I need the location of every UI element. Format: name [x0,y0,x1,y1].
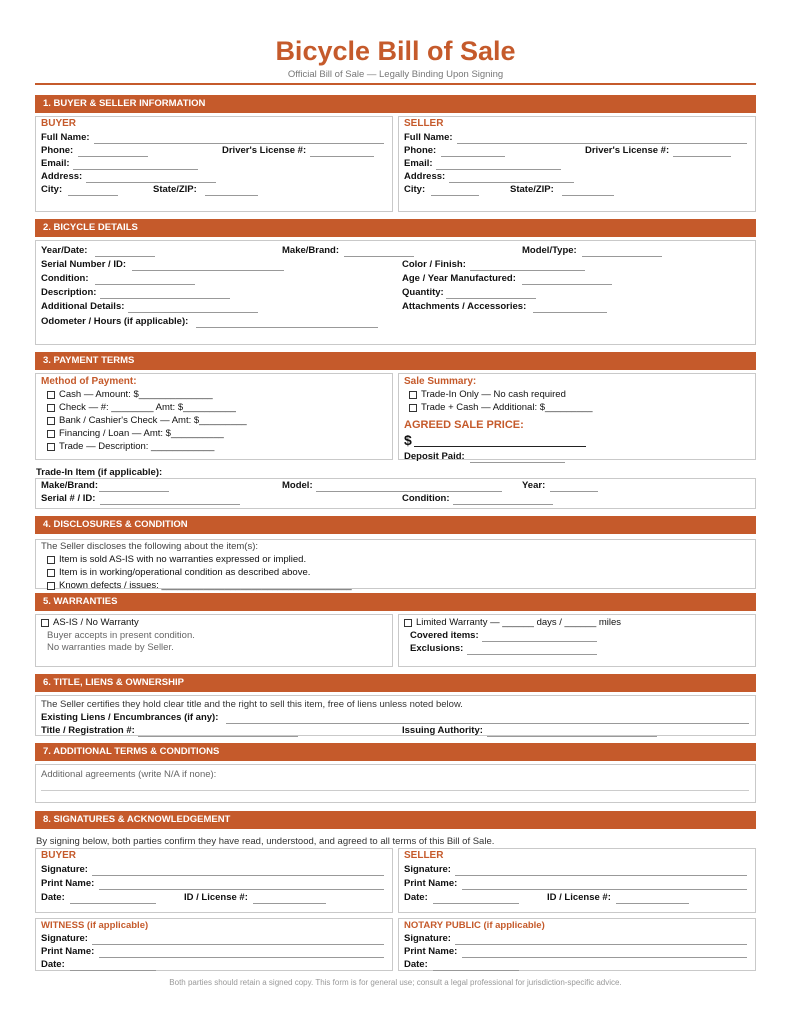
exclusions-label: Exclusions: [410,643,464,654]
description-field[interactable] [100,298,230,299]
title-registration-label: Title / Registration #: [41,725,135,736]
seller-full-name-field[interactable] [457,143,747,144]
section-5-header: 5. WARRANTIES [35,593,756,611]
witness-signature-label: Signature: [41,933,88,944]
notary-signature-label: Signature: [404,933,451,944]
witness-date-label: Date: [41,959,65,970]
quantity-label: Quantity: [402,287,444,298]
buyer-print-name-label: Print Name: [41,878,95,889]
working-condition-checkbox[interactable] [47,569,55,577]
year-date-field[interactable] [95,256,155,257]
bank-check-checkbox[interactable] [47,417,55,425]
sig-buyer-heading: BUYER [41,850,77,861]
cash-option-label: Cash — Amount: $______________ [59,389,213,400]
trade-option-label: Trade — Description: ____________ [59,441,215,452]
seller-date-label: Date: [404,892,428,903]
year-date-label: Year/Date: [41,245,88,256]
buyer-state-zip-field[interactable] [205,195,258,196]
title-divider [35,83,756,85]
buyer-license-label: Driver's License #: [222,145,307,156]
dollar-sign: $ [404,432,412,448]
notary-print-name-label: Print Name: [404,946,458,957]
limited-warranty-checkbox[interactable] [404,619,412,627]
signatures-intro: By signing below, both parties confirm they have read, understood, and agreed to all terms of this Bill of Sale. [36,836,495,847]
buyer-heading: BUYER [41,118,77,129]
disclosures-intro: The Seller discloses the following about the item(s): [41,541,259,552]
tradein-make-field[interactable] [99,491,169,492]
buyer-license-field[interactable] [310,156,374,157]
section-7-header: 7. ADDITIONAL TERMS & CONDITIONS [35,743,756,761]
buyer-full-name-field[interactable] [94,143,384,144]
financing-checkbox[interactable] [47,430,55,438]
seller-full-name-label: Full Name: [404,132,453,143]
working-condition-disclosure: Item is in working/operational condition as described above. [59,567,311,578]
trade-plus-cash-label: Trade + Cash — Additional: $_________ [421,402,593,413]
buyer-address-field[interactable] [86,182,216,183]
buyer-city-label: City: [41,184,63,195]
known-defects-checkbox[interactable] [47,582,55,590]
seller-license-label: Driver's License #: [585,145,670,156]
buyer-email-label: Email: [41,158,70,169]
covered-items-label: Covered items: [410,630,479,641]
trade-checkbox[interactable] [47,443,55,451]
tradein-condition-label: Condition: [402,493,450,504]
section-2-header: 2. BICYCLE DETAILS [35,219,756,237]
issuing-authority-label: Issuing Authority: [402,725,483,736]
age-year-label: Age / Year Manufactured: [402,273,516,284]
buyer-state-zip-label: State/ZIP: [153,184,197,195]
additional-terms-field[interactable] [41,790,749,791]
seller-phone-label: Phone: [404,145,437,156]
seller-info-box [398,116,756,212]
seller-state-zip-field[interactable] [562,195,614,196]
liens-field[interactable] [226,723,749,724]
additional-details-label: Additional Details: [41,301,125,312]
financing-option-label: Financing / Loan — Amt: $__________ [59,428,224,439]
as-is-note-2: No warranties made by Seller. [47,642,174,653]
page-title: Bicycle Bill of Sale [275,36,516,66]
witness-heading: WITNESS (if applicable) [41,920,149,931]
buyer-phone-field[interactable] [78,156,148,157]
seller-email-field[interactable] [436,169,561,170]
title-registration-field[interactable] [138,736,298,737]
liens-label: Existing Liens / Encumbrances (if any): [41,712,219,723]
buyer-full-name-label: Full Name: [41,132,90,143]
witness-print-name-label: Print Name: [41,946,95,957]
sale-summary-heading: Sale Summary: [404,376,477,387]
buyer-info-box [35,116,393,212]
additional-details-field[interactable] [128,312,258,313]
sig-seller-heading: SELLER [404,850,444,861]
deposit-field[interactable] [470,462,565,463]
make-brand-label: Make/Brand: [282,245,340,256]
agreed-price-field[interactable] [414,446,586,447]
tradein-model-field[interactable] [316,491,502,492]
seller-id-label: ID / License #: [547,892,611,903]
buyer-date-field[interactable] [70,903,156,904]
deposit-label: Deposit Paid: [404,451,465,462]
tradein-make-label: Make/Brand: [41,480,99,491]
model-type-label: Model/Type: [522,245,577,256]
tradein-serial-field[interactable] [100,504,240,505]
as-is-warranty-label: AS-IS / No Warranty [53,617,139,628]
attachments-field[interactable] [533,312,607,313]
tradein-serial-label: Serial # / ID: [41,493,96,504]
condition-field[interactable] [95,284,195,285]
seller-id-field[interactable] [616,903,689,904]
buyer-email-field[interactable] [73,169,198,170]
buyer-city-field[interactable] [68,195,118,196]
trade-in-only-checkbox[interactable] [409,391,417,399]
seller-license-field[interactable] [673,156,731,157]
footer-note: Both parties should retain a signed copy. This form is for general use; consult a legal professional for jurisdiction-specific advice. [169,978,622,987]
seller-city-field[interactable] [431,195,479,196]
section-6-header: 6. TITLE, LIENS & OWNERSHIP [35,674,756,692]
notary-date-label: Date: [404,959,428,970]
notary-heading: NOTARY PUBLIC (if applicable) [404,920,545,931]
odometer-field[interactable] [196,327,378,328]
tradein-model-label: Model: [282,480,313,491]
color-finish-field[interactable] [470,270,585,271]
issuing-authority-field[interactable] [487,736,657,737]
serial-number-field[interactable] [132,270,284,271]
buyer-id-field[interactable] [253,903,326,904]
bank-check-option-label: Bank / Cashier's Check — Amt: $_________ [59,415,247,426]
color-finish-label: Color / Finish: [402,259,466,270]
exclusions-field[interactable] [467,654,597,655]
condition-label: Condition: [41,273,89,284]
check-option-label: Check — #: ________ Amt: $__________ [59,402,236,413]
age-year-field[interactable] [522,284,612,285]
witness-date-field[interactable] [70,970,156,971]
seller-address-label: Address: [404,171,446,182]
tradein-year-label: Year: [522,480,546,491]
section-3-header: 3. PAYMENT TERMS [35,352,756,370]
additional-terms-note: Additional agreements (write N/A if none): [41,769,217,780]
tradein-condition-field[interactable] [453,504,553,505]
attachments-label: Attachments / Accessories: [402,301,527,312]
seller-signature-label: Signature: [404,864,451,875]
buyer-signature-field[interactable] [92,875,384,876]
seller-city-label: City: [404,184,426,195]
known-defects-disclosure: Known defects / issues: ____________________________________ [59,580,352,591]
model-type-field[interactable] [582,256,662,257]
buyer-address-label: Address: [41,171,83,182]
serial-number-label: Serial Number / ID: [41,259,126,270]
seller-signature-field[interactable] [455,875,747,876]
make-brand-field[interactable] [344,256,414,257]
as-is-note-1: Buyer accepts in present condition. [47,630,195,641]
as-is-disclosure: Item is sold AS-IS with no warranties expressed or implied. [59,554,307,565]
section-1-header: 1. BUYER & SELLER INFORMATION [35,95,756,113]
tradein-heading: Trade-In Item (if applicable): [36,467,163,478]
buyer-date-label: Date: [41,892,65,903]
seller-date-field[interactable] [433,903,519,904]
seller-print-name-field[interactable] [462,889,747,890]
limited-warranty-label: Limited Warranty — ______ days / ______ miles [416,617,622,628]
buyer-signature-label: Signature: [41,864,88,875]
check-checkbox[interactable] [47,404,55,412]
trade-plus-cash-checkbox[interactable] [409,404,417,412]
section-8-header: 8. SIGNATURES & ACKNOWLEDGEMENT [35,811,756,829]
trade-in-only-label: Trade-In Only — No cash required [421,389,566,400]
method-heading: Method of Payment: [41,376,137,387]
notary-date-field[interactable] [433,970,519,971]
seller-phone-field[interactable] [441,156,505,157]
title-intro: The Seller certifies they hold clear title and the right to sell this item, free of liens unless noted below. [41,699,463,710]
witness-signature-field[interactable] [92,944,384,945]
section-4-header: 4. DISCLOSURES & CONDITION [35,516,756,534]
description-label: Description: [41,287,97,298]
odometer-label: Odometer / Hours (if applicable): [41,316,189,327]
seller-email-label: Email: [404,158,433,169]
covered-items-field[interactable] [482,641,597,642]
seller-print-name-label: Print Name: [404,878,458,889]
seller-address-field[interactable] [449,182,574,183]
witness-print-name-field[interactable] [99,957,384,958]
tradein-year-field[interactable] [550,491,598,492]
cash-checkbox[interactable] [47,391,55,399]
notary-print-name-field[interactable] [462,957,747,958]
seller-heading: SELLER [404,118,444,129]
notary-signature-field[interactable] [455,944,747,945]
as-is-warranty-checkbox[interactable] [41,619,49,627]
seller-state-zip-label: State/ZIP: [510,184,554,195]
buyer-id-label: ID / License #: [184,892,248,903]
as-is-checkbox[interactable] [47,556,55,564]
agreed-price-heading: AGREED SALE PRICE: [404,419,524,431]
page-subtitle: Official Bill of Sale — Legally Binding Upon Signing [287,69,504,80]
buyer-print-name-field[interactable] [99,889,384,890]
buyer-phone-label: Phone: [41,145,74,156]
quantity-field[interactable] [446,298,536,299]
